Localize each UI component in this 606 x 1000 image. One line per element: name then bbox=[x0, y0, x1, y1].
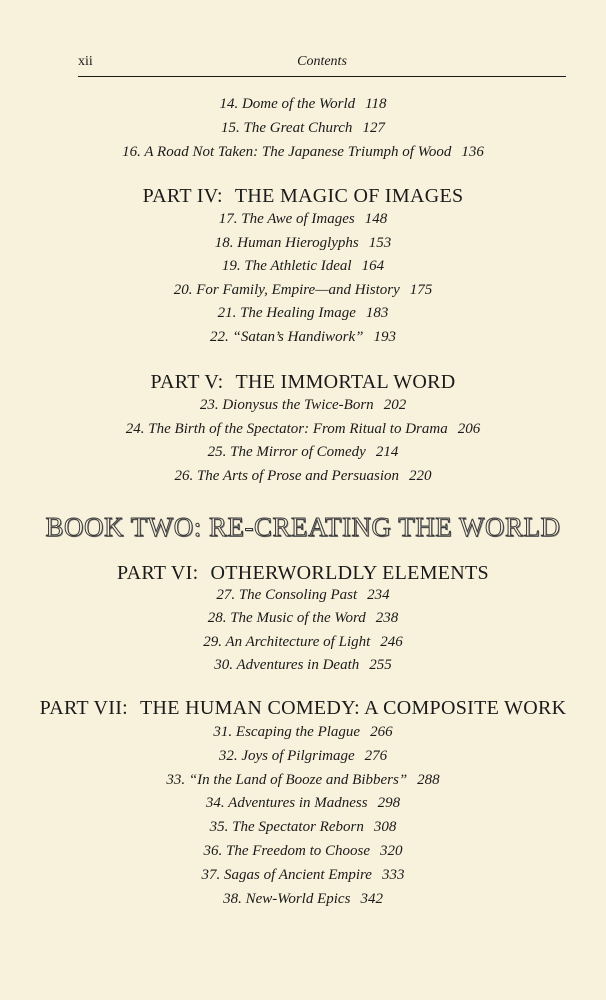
part-heading: PART VI: OTHERWORLDLY ELEMENTS bbox=[117, 562, 489, 584]
toc-entry: 33. “In the Land of Booze and Bibbers” 288 bbox=[166, 772, 440, 788]
toc-entry: 19. The Athletic Ideal 164 bbox=[221, 258, 385, 274]
part-heading: PART V: THE IMMORTAL WORD bbox=[150, 371, 456, 393]
toc-entry: 31. Escaping the Plague 266 bbox=[213, 724, 393, 740]
toc-entry: 23. Dionysus the Twice-Born 202 bbox=[199, 397, 407, 413]
toc-entry: 21. The Healing Image 183 bbox=[217, 305, 389, 321]
page-number: xii bbox=[78, 54, 93, 69]
toc-entry: 28. The Music of the Word 238 bbox=[207, 610, 399, 626]
toc-entry: 24. The Birth of the Spectator: From Ritual to Drama 206 bbox=[125, 421, 481, 437]
toc-entry: 25. The Mirror of Comedy 214 bbox=[207, 444, 399, 460]
toc-entry: 15. The Great Church 127 bbox=[221, 120, 385, 136]
toc-entry: 35. The Spectator Reborn 308 bbox=[209, 819, 397, 835]
toc-entry: 30. Adventures in Death 255 bbox=[214, 657, 392, 673]
toc-entry: 20. For Family, Empire—and History 175 bbox=[173, 282, 433, 298]
part-heading: PART IV: THE MAGIC OF IMAGES bbox=[142, 185, 464, 207]
toc-entry: 26. The Arts of Prose and Persuasion 220 bbox=[174, 468, 432, 484]
toc-entry: 17. The Awe of Images 148 bbox=[218, 211, 388, 227]
toc-entry: 36. The Freedom to Choose 320 bbox=[203, 843, 403, 859]
toc-entry: 32. Joys of Pilgrimage 276 bbox=[218, 748, 388, 764]
book-heading: BOOK TWO: RE-CREATING THE WORLD bbox=[45, 512, 561, 542]
toc-entry: 34. Adventures in Madness 298 bbox=[205, 795, 401, 811]
toc-entry: 37. Sagas of Ancient Empire 333 bbox=[201, 867, 405, 883]
toc-entry: 27. The Consoling Past 234 bbox=[216, 587, 390, 603]
page-header bbox=[78, 54, 566, 76]
toc-entry: 16. A Road Not Taken: The Japanese Triumph of Wood 136 bbox=[122, 144, 484, 160]
header-rule bbox=[78, 76, 566, 77]
toc-entry: 22. “Satan’s Handiwork” 193 bbox=[209, 329, 396, 345]
toc-entry: 29. An Architecture of Light 246 bbox=[203, 634, 403, 650]
part-heading: PART VII: THE HUMAN COMEDY: A COMPOSITE WORK bbox=[39, 697, 567, 719]
toc-entry: 14. Dome of the World 118 bbox=[219, 96, 387, 112]
toc-entry: 38. New-World Epics 342 bbox=[223, 891, 383, 907]
toc-entry: 18. Human Hieroglyphs 153 bbox=[214, 235, 392, 251]
running-head: Contents bbox=[297, 54, 347, 69]
